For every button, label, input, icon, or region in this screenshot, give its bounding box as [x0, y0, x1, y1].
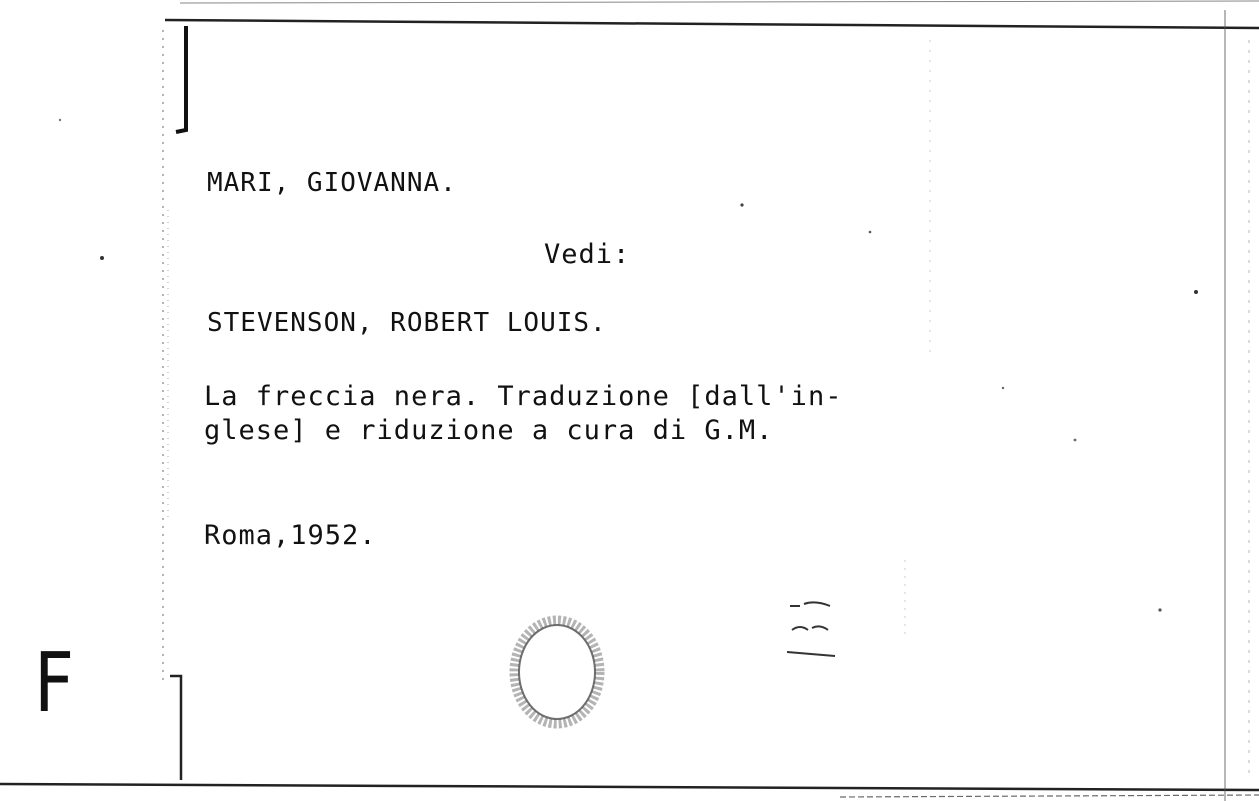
see-reference: Vedi: — [544, 239, 631, 270]
author-heading: STEVENSON, ROBERT LOUIS. — [207, 308, 607, 338]
corner-bracket — [176, 26, 186, 132]
punch-hole — [514, 620, 600, 724]
title-line-2: glese] e riduzione a cura di G.M. — [204, 415, 774, 446]
card-bottom-border — [0, 784, 1259, 790]
imprint-line: Roma,1952. — [204, 520, 377, 551]
bottom-bracket — [170, 676, 181, 780]
title-line-1: La freccia nera. Traduzione [dall'in- — [204, 381, 843, 412]
margin-letter: F — [34, 636, 75, 731]
card-top-border — [165, 20, 1259, 28]
stamp-mark — [787, 602, 835, 656]
heading-entry: MARI, GIOVANNA. — [207, 168, 457, 198]
